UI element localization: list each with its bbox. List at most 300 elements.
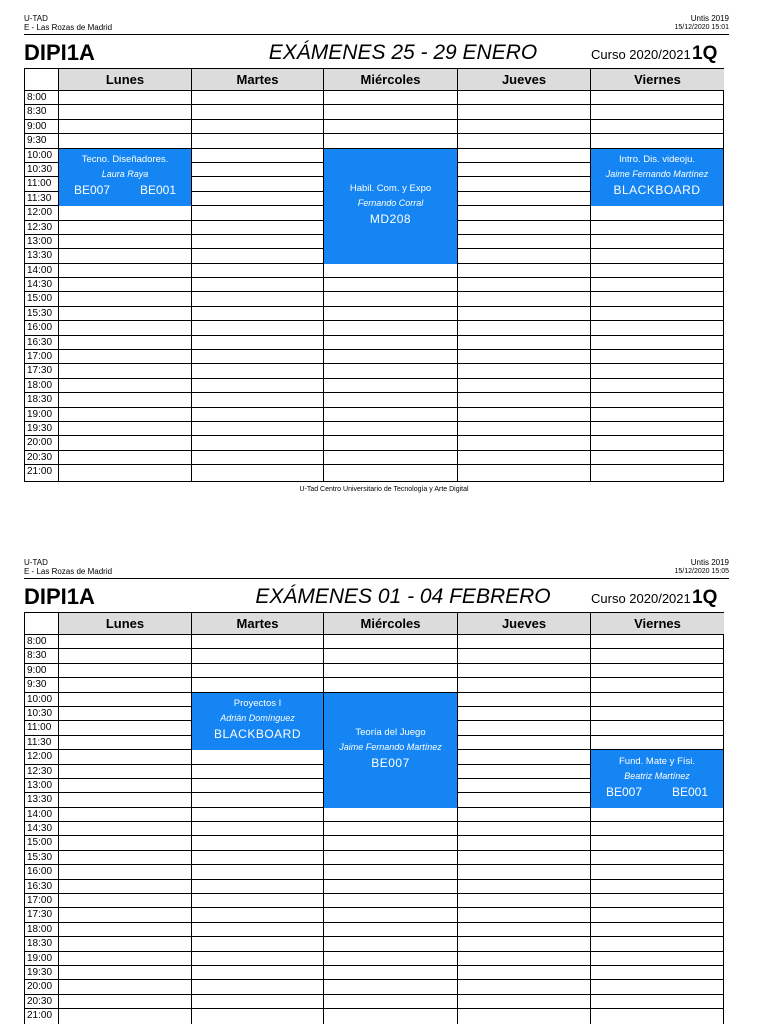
page-title: EXÁMENES 01 - 04 FEBRERO — [255, 585, 551, 608]
grid-cell — [192, 105, 323, 119]
grid-cell — [324, 292, 457, 306]
grid-cell — [458, 379, 590, 393]
grid-cell — [591, 235, 724, 249]
grid-cell — [59, 120, 191, 134]
time-label: 16:00 — [25, 865, 58, 879]
grid-cell — [324, 307, 457, 321]
day-header-0: Lunes — [59, 69, 192, 91]
time-label: 11:00 — [25, 177, 58, 191]
grid-cell — [192, 1009, 323, 1023]
header-rule — [24, 578, 729, 579]
grid-cell — [458, 465, 590, 479]
time-label: 15:00 — [25, 836, 58, 850]
grid-cell — [192, 880, 323, 894]
grid-cell — [591, 278, 724, 292]
time-label: 10:30 — [25, 707, 58, 721]
grid-cell — [324, 908, 457, 922]
grid-cell — [324, 937, 457, 951]
grid-cell — [192, 134, 323, 148]
grid-cell — [458, 91, 590, 105]
grid-cell — [591, 408, 724, 422]
grid-cell — [59, 235, 191, 249]
grid-cell — [324, 851, 457, 865]
grid-cell — [458, 120, 590, 134]
time-label: 18:00 — [25, 923, 58, 937]
grid-cell — [324, 894, 457, 908]
time-label: 18:30 — [25, 393, 58, 407]
time-label: 14:00 — [25, 264, 58, 278]
grid-cell — [59, 264, 191, 278]
grid-cell — [192, 436, 323, 450]
grid-cell — [591, 980, 724, 994]
grid-cell — [458, 750, 590, 764]
grid-cell — [458, 923, 590, 937]
grid-cell — [59, 465, 191, 479]
grid-cell — [192, 894, 323, 908]
grid-cell — [458, 105, 590, 119]
exam-content — [591, 750, 723, 801]
grid-cell — [591, 923, 724, 937]
grid-cell — [324, 664, 457, 678]
exam-rooms — [324, 754, 457, 772]
grid-cell — [591, 894, 724, 908]
time-label: 13:00 — [25, 779, 58, 793]
grid-cell — [591, 908, 724, 922]
grid-cell — [458, 721, 590, 735]
grid-cell — [458, 635, 590, 649]
grid-cell — [591, 422, 724, 436]
time-label: 9:30 — [25, 678, 58, 692]
grid-cell — [324, 91, 457, 105]
day-column — [458, 635, 591, 1024]
time-label: 16:00 — [25, 321, 58, 335]
grid-cell — [59, 894, 191, 908]
exam-block[interactable] — [324, 149, 457, 264]
day-header-1: Martes — [192, 613, 324, 635]
grid-cell — [458, 707, 590, 721]
grid-cell — [591, 105, 724, 119]
grid-cell — [59, 408, 191, 422]
grid-cell — [458, 307, 590, 321]
grid-cell — [458, 980, 590, 994]
grid-cell — [591, 350, 724, 364]
grid-cell — [59, 249, 191, 263]
grid-cell — [59, 278, 191, 292]
grid-cell — [59, 865, 191, 879]
exam-rooms — [591, 181, 723, 199]
time-label: 17:30 — [25, 364, 58, 378]
exam-room: MD208 — [369, 212, 412, 227]
grid-cell — [591, 664, 724, 678]
grid-cell — [324, 278, 457, 292]
time-label: 11:30 — [25, 192, 58, 206]
grid-cell — [59, 808, 191, 822]
exam-teacher: Adrián Domínguez — [220, 713, 295, 724]
exam-block[interactable] — [591, 149, 723, 207]
grid-cell — [59, 822, 191, 836]
grid-cell — [192, 422, 323, 436]
time-label: 9:00 — [25, 120, 58, 134]
exam-block[interactable] — [591, 750, 723, 808]
grid-cell — [458, 278, 590, 292]
grid-cell — [59, 736, 191, 750]
day-header-1: Martes — [192, 69, 324, 91]
time-label: 11:00 — [25, 721, 58, 735]
grid-cell — [192, 779, 323, 793]
day-header-2: Miércoles — [324, 69, 458, 91]
grid-cell — [324, 364, 457, 378]
grid-cell — [59, 307, 191, 321]
exam-subject: Proyectos I — [233, 698, 282, 710]
grid-cell — [192, 750, 323, 764]
grid-cell — [59, 1009, 191, 1023]
time-label: 8:30 — [25, 105, 58, 119]
time-label: 21:00 — [27, 1010, 53, 1022]
grid-cell — [59, 350, 191, 364]
grid-cell — [59, 765, 191, 779]
grid-cell — [458, 422, 590, 436]
grid-cell — [59, 980, 191, 994]
grid-cell — [591, 134, 724, 148]
grid-cell — [324, 822, 457, 836]
grid-cell — [59, 793, 191, 807]
time-label: 18:30 — [25, 937, 58, 951]
exam-block[interactable] — [192, 693, 323, 751]
day-column — [591, 635, 724, 1024]
grid-cell — [192, 952, 323, 966]
exam-room: BE001 — [671, 784, 709, 799]
time-label: 15:30 — [25, 307, 58, 321]
grid-cell — [324, 436, 457, 450]
time-label: 10:00 — [25, 693, 58, 707]
grid-cell — [59, 937, 191, 951]
exam-teacher: Laura Raya — [101, 169, 149, 180]
grid-cell — [458, 779, 590, 793]
grid-cell — [324, 408, 457, 422]
grid-cell — [59, 134, 191, 148]
grid-cell — [458, 894, 590, 908]
grid-cell — [324, 393, 457, 407]
grid-cell — [192, 980, 323, 994]
grid-cell — [192, 350, 323, 364]
grid-cell — [59, 836, 191, 850]
grid-cell — [192, 664, 323, 678]
grid-cell — [591, 465, 724, 479]
exam-rooms — [59, 181, 191, 199]
grid-cell — [192, 793, 323, 807]
grid-cell — [458, 952, 590, 966]
institution-name: U-TAD — [24, 558, 48, 567]
grid-cell — [192, 851, 323, 865]
grid-cell — [458, 664, 590, 678]
grid-cell — [324, 264, 457, 278]
grid-cell — [324, 321, 457, 335]
grid-cell — [591, 1009, 724, 1023]
grid-cell — [458, 851, 590, 865]
time-label: 14:30 — [25, 278, 58, 292]
grid-cell — [59, 379, 191, 393]
grid-cell — [59, 336, 191, 350]
grid-cell — [324, 422, 457, 436]
grid-cell — [591, 307, 724, 321]
institution-header — [24, 14, 112, 32]
timetable-grid — [24, 612, 724, 1024]
grid-cell — [324, 465, 457, 479]
grid-cell — [59, 952, 191, 966]
time-label: 18:00 — [25, 379, 58, 393]
print-timestamp: 15/12/2020 15:05 — [674, 568, 729, 575]
campus-name: E - Las Rozas de Madrid — [24, 23, 113, 32]
exam-rooms — [192, 725, 323, 743]
grid-cell — [192, 149, 323, 163]
grid-cell — [324, 865, 457, 879]
time-label: 20:30 — [25, 995, 58, 1009]
grid-cell — [192, 364, 323, 378]
grid-cell — [192, 379, 323, 393]
time-label: 20:30 — [25, 451, 58, 465]
time-label: 10:00 — [25, 149, 58, 163]
grid-cell — [59, 880, 191, 894]
grid-cell — [59, 693, 191, 707]
grid-cell — [591, 635, 724, 649]
grid-cell — [192, 221, 323, 235]
grid-cell — [192, 765, 323, 779]
grid-cell — [458, 678, 590, 692]
grid-cell — [591, 822, 724, 836]
print-info — [675, 14, 730, 32]
time-label: 21:00 — [27, 466, 53, 478]
grid-cell — [192, 995, 323, 1009]
grid-cell — [324, 635, 457, 649]
print-info — [675, 558, 730, 576]
time-label: 20:00 — [25, 436, 58, 450]
grid-cell — [458, 206, 590, 220]
grid-cell — [192, 678, 323, 692]
grid-cell — [591, 206, 724, 220]
day-column — [59, 635, 192, 1024]
exam-block[interactable] — [59, 149, 191, 207]
grid-cell — [458, 149, 590, 163]
time-label: 11:30 — [25, 736, 58, 750]
grid-cell — [458, 350, 590, 364]
grid-cell — [59, 851, 191, 865]
time-label: 13:30 — [25, 793, 58, 807]
grid-cell — [591, 952, 724, 966]
day-header-4: Viernes — [591, 69, 724, 91]
grid-cell — [192, 908, 323, 922]
grid-cell — [59, 779, 191, 793]
grid-cell — [59, 649, 191, 663]
exam-subject: Teoría del Juego — [355, 727, 426, 739]
grid-cell — [458, 822, 590, 836]
time-label: 16:30 — [25, 880, 58, 894]
grid-cell — [591, 264, 724, 278]
grid-cell — [591, 91, 724, 105]
academic-year: Curso 2020/2021 — [591, 591, 691, 606]
grid-cell — [59, 292, 191, 306]
grid-cell — [458, 451, 590, 465]
time-label: 12:30 — [25, 765, 58, 779]
grid-cell — [458, 880, 590, 894]
grid-cell — [458, 292, 590, 306]
exam-room: BLACKBOARD — [613, 183, 701, 198]
exam-subject: Fund. Mate y Físi. — [618, 755, 696, 767]
grid-cell — [458, 364, 590, 378]
exam-rooms — [324, 210, 457, 228]
grid-cell — [324, 451, 457, 465]
exam-room: BE007 — [371, 756, 410, 771]
grid-cell — [458, 836, 590, 850]
grid-cell — [192, 206, 323, 220]
grid-cell — [192, 451, 323, 465]
time-label: 14:30 — [25, 822, 58, 836]
grid-cell — [192, 278, 323, 292]
grid-cell — [192, 649, 323, 663]
grid-cell — [324, 120, 457, 134]
institution-header — [24, 558, 112, 576]
grid-cell — [192, 249, 323, 263]
grid-cell — [192, 120, 323, 134]
grid-cell — [192, 937, 323, 951]
time-label: 9:00 — [25, 664, 58, 678]
grid-cell — [59, 436, 191, 450]
grid-cell — [324, 995, 457, 1009]
grid-cell — [324, 880, 457, 894]
semester-label: 1Q — [692, 43, 718, 64]
grid-cell — [192, 264, 323, 278]
grid-cell — [591, 321, 724, 335]
exam-content — [324, 149, 457, 229]
time-label: 12:30 — [25, 221, 58, 235]
time-label: 9:30 — [25, 134, 58, 148]
time-label: 17:00 — [25, 350, 58, 364]
time-label: 10:30 — [25, 163, 58, 177]
day-header-0: Lunes — [59, 613, 192, 635]
grid-cell — [192, 177, 323, 191]
grid-cell — [591, 865, 724, 879]
time-label: 20:00 — [25, 980, 58, 994]
grid-cell — [458, 937, 590, 951]
time-label: 19:00 — [25, 952, 58, 966]
grid-cell — [458, 1009, 590, 1023]
grid-cell — [192, 307, 323, 321]
institution-name: U-TAD — [24, 14, 48, 23]
day-header-4: Viernes — [591, 613, 724, 635]
grid-cell — [59, 966, 191, 980]
grid-cell — [59, 995, 191, 1009]
grid-cell — [458, 249, 590, 263]
exam-subject: Intro. Dis. videoju. — [618, 154, 696, 166]
grid-cell — [59, 321, 191, 335]
grid-cell — [591, 221, 724, 235]
time-label: 16:30 — [25, 336, 58, 350]
grid-cell — [591, 393, 724, 407]
time-label: 12:00 — [25, 750, 58, 764]
grid-cell — [59, 923, 191, 937]
grid-cell — [192, 923, 323, 937]
time-label: 17:00 — [25, 894, 58, 908]
grid-cell — [591, 120, 724, 134]
academic-year: Curso 2020/2021 — [591, 47, 691, 62]
grid-cell — [458, 235, 590, 249]
grid-cell — [324, 336, 457, 350]
grid-cell — [59, 721, 191, 735]
grid-cell — [192, 635, 323, 649]
grid-cell — [591, 649, 724, 663]
grid-cell — [59, 664, 191, 678]
grid-cell — [192, 292, 323, 306]
exam-room: BE007 — [73, 183, 111, 198]
time-label: 19:30 — [25, 422, 58, 436]
grid-cell — [591, 966, 724, 980]
grid-cell — [458, 736, 590, 750]
timetable-grid — [24, 68, 724, 482]
exam-content — [192, 693, 323, 744]
time-label: 13:30 — [25, 249, 58, 263]
grid-cell — [591, 836, 724, 850]
grid-cell — [591, 693, 724, 707]
grid-cell — [591, 880, 724, 894]
grid-cell — [192, 321, 323, 335]
grid-cell — [458, 134, 590, 148]
software-name: Untis 2019 — [690, 14, 729, 23]
grid-cell — [59, 91, 191, 105]
print-timestamp: 15/12/2020 15:01 — [674, 24, 729, 31]
grid-cell — [324, 350, 457, 364]
grid-cell — [192, 808, 323, 822]
exam-subject: Tecno. Diseñadores. — [81, 154, 169, 166]
grid-cell — [458, 393, 590, 407]
grid-cell — [59, 678, 191, 692]
exam-teacher: Jaime Fernando Martínez — [339, 742, 442, 753]
grid-cell — [458, 177, 590, 191]
grid-cell — [192, 235, 323, 249]
time-column — [25, 635, 59, 1024]
grid-cell — [192, 163, 323, 177]
time-label: 17:30 — [25, 908, 58, 922]
grid-cell — [458, 693, 590, 707]
grid-cell — [59, 635, 191, 649]
grid-cell — [324, 379, 457, 393]
grid-cell — [458, 966, 590, 980]
grid-corner — [25, 613, 59, 635]
grid-cell — [458, 808, 590, 822]
grid-cell — [192, 393, 323, 407]
grid-cell — [192, 822, 323, 836]
grid-cell — [458, 264, 590, 278]
grid-cell — [458, 336, 590, 350]
exam-room: BE007 — [605, 784, 643, 799]
grid-cell — [458, 408, 590, 422]
grid-cell — [591, 995, 724, 1009]
grid-cell — [591, 736, 724, 750]
grid-cell — [59, 206, 191, 220]
grid-cell — [591, 851, 724, 865]
exam-rooms — [591, 783, 723, 801]
exam-content — [324, 693, 457, 773]
grid-cell — [458, 436, 590, 450]
grid-cell — [458, 321, 590, 335]
grid-cell — [192, 336, 323, 350]
time-label: 8:00 — [25, 91, 58, 105]
day-header-3: Jueves — [458, 69, 591, 91]
grid-cell — [458, 163, 590, 177]
grid-cell — [59, 221, 191, 235]
day-header-2: Miércoles — [324, 613, 458, 635]
exam-content — [591, 149, 723, 200]
exam-block[interactable] — [324, 693, 457, 808]
grid-cell — [458, 765, 590, 779]
